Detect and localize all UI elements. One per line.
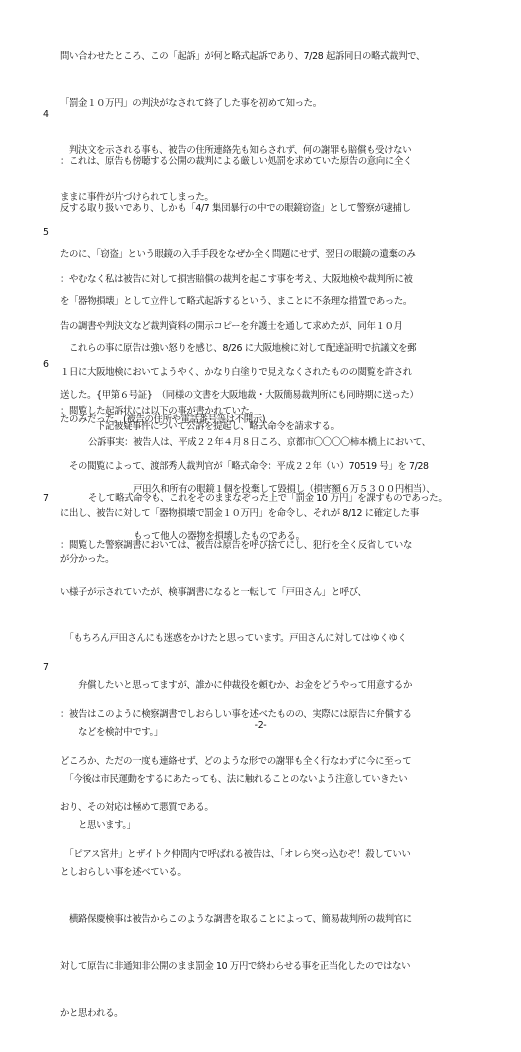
section-number: 5 xyxy=(43,227,49,238)
text-line: ままに事件が片づけられてしまった。 xyxy=(60,191,214,203)
text-line: そして略式命令も、これをそのままなぞった上で「罰金 10 万円」を課すものであった。 xyxy=(88,493,448,505)
text-line: 告の調書や判決文など裁判資料の開示コピーを弁護士を通して求めたが、同年１０月 xyxy=(60,320,403,332)
section-number: 6 xyxy=(43,359,49,370)
text-line: どころか、ただの一度も連絡せず、どのような形での謝罪も全く行なわずに今に至って xyxy=(60,755,412,767)
text-line: を「器物損壊」として立件して略式起訴するという、まことに不条理な措置であった。 xyxy=(60,296,412,308)
section-7-defendant-conduct xyxy=(43,660,478,894)
text-line: い様子が示されていたが、検事調書になると一転して「戸田さん」と呼び、 xyxy=(60,586,367,598)
text-line: が分かった。 xyxy=(60,554,115,566)
section-number: 7 xyxy=(43,662,49,673)
text-line: 反する取り扱いであり、しかも「4/7 集団暴行の中での眼鏡窃盗」として警察が逮捕し xyxy=(60,202,411,214)
text-line: に出し、被告に対して「器物損壊で罰金１０万円」を命令し、それが 8/12 に確定した事 xyxy=(60,507,419,519)
text-line: ：やむなく私は被告に対して損害賠償の裁判を起こす事を考え、大阪地検や裁判所に被 xyxy=(60,273,413,285)
text-line: などを検討中です。」 xyxy=(60,726,163,738)
text-line: ：閲覧した警察調書においては、被告は原告を呼び捨てにし、犯行を全く反省していな xyxy=(60,539,412,551)
text-line: 戸田久和所有の眼鏡１個を投棄して毀損し（損害額６万５３００円相当）、 xyxy=(88,483,436,495)
text-line: 弁償したいと思ってますが、誰かに仲裁役を頼むか、お金をどうやって用意するか xyxy=(60,680,412,692)
text-line: もって他人の器物を損壊したものである。 xyxy=(88,530,305,542)
text-line: としおらしい事を述べている。 xyxy=(60,867,187,879)
text-line: １日に大阪地検においてようやく、かなり白塗りで見えなくされたものの閲覧を許され xyxy=(60,367,412,379)
text-line: 対して原告に非通知非公開のまま罰金 10 万円で終わらせる事を正当化したのではない xyxy=(60,960,411,972)
section-number: 7 xyxy=(43,493,49,504)
text-line: たのに、「窃盗」という眼鏡の入手手段をなぜか全く問題にせず、翌日の眼鏡の遺棄のみ xyxy=(60,249,416,261)
text-line: たのみだった。(被告の住所や電話番号等は不開示) xyxy=(60,414,266,426)
text-line: 問い合わせたところ、この「起訴」が何と略式起訴であり、7/28 起訴同日の略式裁判で、 xyxy=(60,51,426,63)
text-line: ：閲覧した起訴状には以下の事が書かれていた。 xyxy=(60,405,259,417)
text-line: これらの事に原告は強い怒りを感じ、8/26 に大阪地検に対して配達証明で抗議文を郵 xyxy=(60,342,417,354)
text-line: 「もちろん戸田さんにも迷惑をかけたと思っています。戸田さんに対してはゆくゆく xyxy=(60,633,407,645)
text-line: 下記被疑事件について公訴を提起し、略式命令を請求する。 xyxy=(96,421,340,433)
text-line: ：被告はこのように検察調書でしおらしい事を述べたものの、実際には原告に弁償する xyxy=(60,708,412,720)
text-line: ：これは、原告も傍聴する公開の裁判による厳しい処罰を求めていた原告の意向に全く xyxy=(60,155,412,167)
text-line: その閲覧によって、渡部秀人裁判官が「略式命令：平成２２年（い）70519 号」を 7/28 xyxy=(60,460,429,472)
text-line: 「今後は市民運動をするにあたっても、法に触れることのないよう注意していきたい xyxy=(60,773,408,785)
text-line: 「ピアス宮井」とザイトク仲間内で呼ばれる被告は、「オレら突っ込むぞ！殺していい xyxy=(60,849,411,861)
text-line: 公訴事実：被告人は、平成２２年４月８日ころ、京都市〇〇〇〇柿本橋上において、 xyxy=(88,437,431,449)
text-line: おり、その対応は極めて悪質である。 xyxy=(60,802,214,814)
section-number: 4 xyxy=(43,109,49,120)
text-line: 「罰金１０万円」の判決がなされて終了した事を初めて知った。 xyxy=(60,97,322,109)
text-line: と思います。」 xyxy=(60,820,136,832)
text-line: 横路保慶検事は被告からこのような調書を取ることによって、簡易裁判所の裁判官に xyxy=(60,914,412,926)
page-number: -2- xyxy=(254,720,267,731)
text-line: 送した。{甲第６号証} （同様の文書を大阪地裁・大阪簡易裁判所にも同時期に送った） xyxy=(60,389,419,401)
text-line: 判決文を示される事も、被告の住所連絡先も知らされず、何の謝罪も賠償も受けない xyxy=(60,144,412,156)
text-line: かと思われる。 xyxy=(60,1007,124,1019)
